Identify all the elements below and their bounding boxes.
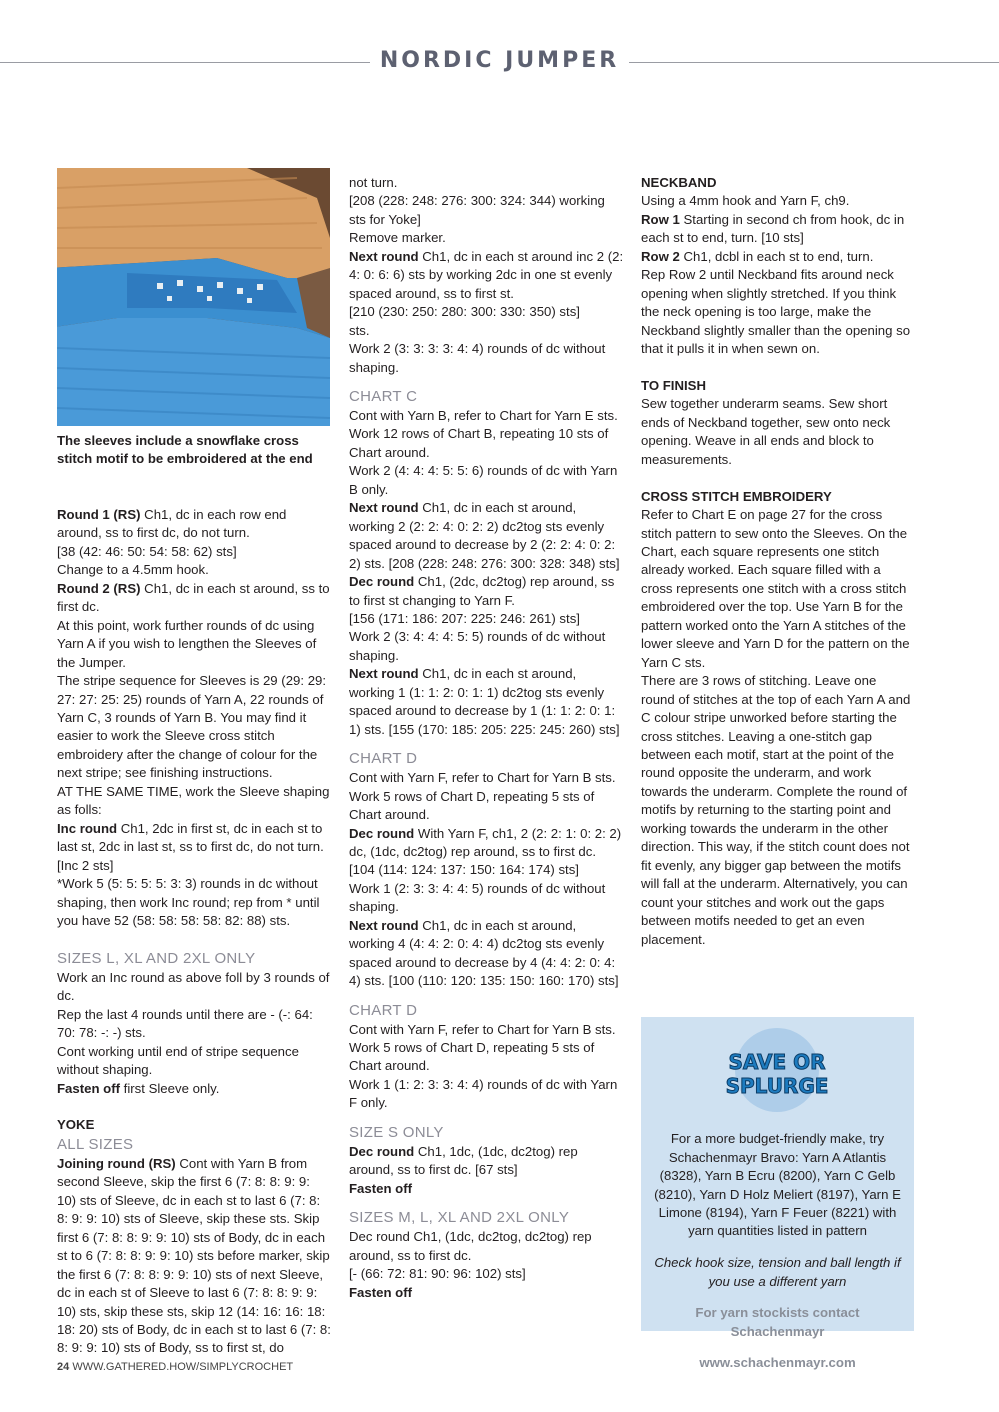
chart-d-heading: CHART D xyxy=(349,750,418,768)
neckband-heading: NECKBAND xyxy=(641,175,717,190)
all-sizes-heading: ALL SIZES xyxy=(57,1135,134,1153)
svg-text:SPLURGE: SPLURGE xyxy=(725,1074,829,1098)
save-or-splurge-badge xyxy=(717,1025,837,1115)
cross-stitch-heading: CROSS STITCH EMBROIDERY xyxy=(641,488,832,504)
yoke-heading: YOKE xyxy=(57,1117,95,1133)
column-middle: not turn. [208 (228: 248: 276: 300: 324: 344) working sts for Yoke] Remove marker. Next round Ch1, dc in each st around inc 2 (2: 4: 0: 6: 6) sts by working 2dc in one st evenly spaced around, ss to first st. [210 (230: 250: 280: 300: 330: 350) sts] sts. Work 2 (3: 3: 3: 3: 4: 4) rounds of dc without shaping. CHART C Cont with Yarn B, refer to Chart for Yarn E sts. Work 12 rows of Chart B, repeating 10 sts of Chart around. Work 2 (4: 4: 4: 5: 5: 6) rounds of dc with Yarn B only. Next round Ch1, dc in each st around, working 2 (2: 2: 4: 0: 2: 2) dc2tog sts evenly spaced around to decrease by 2 (2: 2: 4: 0: 2: 2) sts. [208 (228: 248: 276: 300: 328: 348) sts] Dec round Ch1, (2dc, dc2tog) rep around, ss to first st changing to Yarn F. [156 (171: 186: 207: 225: 246: 261) sts] Work 2 (3: 4: 4: 4: 5: 5) rounds of dc without shaping. Next round Ch1, dc in each st around, working 1 (1: 1: 2: 0: 1: 1) dc2tog sts evenly spaced around to decrease by 1 (1: 1: 2: 0: 1: 1) sts. [155 (170: 185: 205: 225: 245: 260) sts] CHART D Cont with Yarn F, refer to Chart for Yarn B sts. Work 5 rows of Chart D, repeating 5 sts of Chart around. Dec round With Yarn F, ch1, 2 (2: 2: 1: 0: 2: 2) dc, (1dc, dc2tog) rep around, ss to first dc. [104 (114: 124: 137: 150: 164: 174) sts] Work 1 (2: 3: 3: 4: 4: 5) rounds of dc without shaping. Next round Ch1, dc in each st around, working 4 (4: 4: 2: 0: 4: 4) dc2tog sts evenly spaced around to decrease by 4 (4: 4: 2: 0: 4: 4) sts. [100 (110: 120: 135: 150: 160: 170) sts] CHART D Cont with Yarn F, refer to Chart for Yarn B sts. Work 5 rows of Chart D, repeating 5 sts of Chart around. Work 1 (1: 2: 3: 3: 4: 4) rounds of dc with Yarn F only. SIZE S ONLY Dec round Ch1, 1dc, (1dc, dc2tog) rep around, ss to first dc. [67 sts] Fasten off SIZES M, L, XL AND 2XL ONLY Dec round Ch1, (1dc, dc2tog, dc2tog) rep around, ss to first dc. [- (66: 72: 81: 90: 96: 102) sts] Fasten off xyxy=(349,175,624,1300)
svg-text:SAVE OR: SAVE OR xyxy=(728,1050,826,1074)
sizes-heading: SIZES L, XL AND 2XL ONLY xyxy=(57,949,256,967)
page-title: NORDIC JUMPER xyxy=(0,48,999,73)
column-left: Round 1 (RS) Ch1, dc in each row end around, ss to first dc, do not turn. [38 (42: 46: 50: 54: 58: 62) sts] Change to a 4.5mm hook. Round 2 (RS) Ch1, dc in each st around, ss to first dc. At this point, work further rounds of dc using Yarn A if you wish to lengthen the Sleeves of the Jumper. The stripe sequence for Sleeves is 29 (29: 29: 27: 27: 25: 25) rounds of Yarn A, 22 rounds of Yarn C, 3 rounds of Yarn B. You may find it easier to work the Sleeve cross stitch embroidery after the change of colour for the next stripe; see finishing instructions. AT THE SAME TIME, work the Sleeve shaping as folls: Inc round Ch1, 2dc in first st, dc in each st to last st, 2dc in last st, ss to first dc, do not turn. [Inc 2 sts] *Work 5 (5: 5: 5: 5: 3: 3) rounds in dc without shaping, then work Inc round; rep from * until you have 52 (58: 58: 58: 58: 82: 88) sts. SIZES L, XL AND 2XL ONLY Work an Inc round as above foll by 3 rounds of dc. Rep the last 4 rounds until there are - (-: 64: 70: 78: -: -) sts. Cont working until end of stripe sequence without shaping. Fasten off first Sleeve only. YOKE ALL SIZES Joining round (RS) Cont with Yarn B from second Sleeve, skip the first 6 (7: 8: 8: 9: 9: 10) sts of Sleeve, dc in each st to last 6 (7: 8: 8: 9: 9: 10) sts of Sleeve, skip these sts. Skip first 6 (7: 8: 8: 9: 9: 10) sts of Body, dc in each st to 6 (7: 8: 8: 9: 9: 10) sts before marker, skip the first 6 (7: 8: 8: 9: 9: 10) sts of next Sleeve, dc in each st of Sleeve to last 6 (7: 8: 8: 9: 9: 10) sts, skip these sts, skip 12 (14: 16: 16: 18: 18: 20) sts of Body, dc in each st to last 6 (7: 8: 8: 9: 9: 10) sts of Body, ss to first st, do xyxy=(57,507,331,1356)
chart-c-heading: CHART C xyxy=(349,387,418,405)
chart-d-heading-2: CHART D xyxy=(349,1001,418,1019)
r1-count: [38 (42: 46: 50: 54: 58: 62) sts] xyxy=(57,543,237,559)
column-right: NECKBAND Using a 4mm hook and Yarn F, ch9. Row 1 Starting in second ch from hook, dc in each st to end, turn. [10 sts] Row 2 Ch1, dcbl in each st to end, turn. Rep Row 2 until Neckband fits around neck opening when slightly stretched. If you think the neck opening is too large, make the Neckband slightly smaller than the opening so that it pulls it in when sewn on. TO FINISH Sew together underarm seams. Sew short ends of Neckband together, sew onto neck opening. Weave in all ends and block to measurements. CROSS STITCH EMBROIDERY Refer to Chart E on page 27 for the cross stitch pattern to sew onto the Sleeves. On the Chart, each square represents one stitch already worked. Each square filled with a cross represents one stitch with a cross stitch embroidered over the top. Use Yarn B for the pattern worked onto the Yarn A stitches of the lower sleeve and Yarn D for the pattern on the Yarn C sts. There are 3 rows of stitching. Leave one round of stitches at the top of each Yarn A and C colour stripe unworked before starting the cross stitches. Leaving a one-stitch gap between each motif, start at the point of the round opposite the underarm, and work towards the underarm. Complete the round of motifs by returning to the starting point and working towards the underarm in the other direction. This way, if the stitch count does not fit evenly, any bigger gap between the motifs will fall at the underarm. Alternatively, you can count your stitches and work out the gaps between motifs needed to get an even placement. xyxy=(641,174,913,949)
photo-caption: The sleeves include a snowflake cross stitch motif to be embroidered at the end xyxy=(57,433,313,467)
save-or-splurge-box: SAVE OR SPLURGE For a more budget-friendly make, try Schachenmayr Bravo: Yarn A Atlantis (8328), Yarn B Ecru (8200), Yarn C Gelb (8210), Yarn D Holz Meliert (8197), Yarn E Limone (8194), Yarn F Feuer (8221) with yarn quantities listed in pattern Check hook size, tension and ball length if you use a different yarn For yarn stockists contact Schachenmayr www.schachenmayr.com xyxy=(641,1017,914,1331)
page-footer: 24 WWW.GATHERED.HOW/SIMPLYCROCHET xyxy=(57,1361,294,1373)
size-s-heading: SIZE S ONLY xyxy=(349,1123,444,1141)
sizes-m-heading: SIZES M, L, XL AND 2XL ONLY xyxy=(349,1209,570,1227)
sleeve-photo xyxy=(57,168,330,426)
finish-heading: TO FINISH xyxy=(641,377,706,393)
